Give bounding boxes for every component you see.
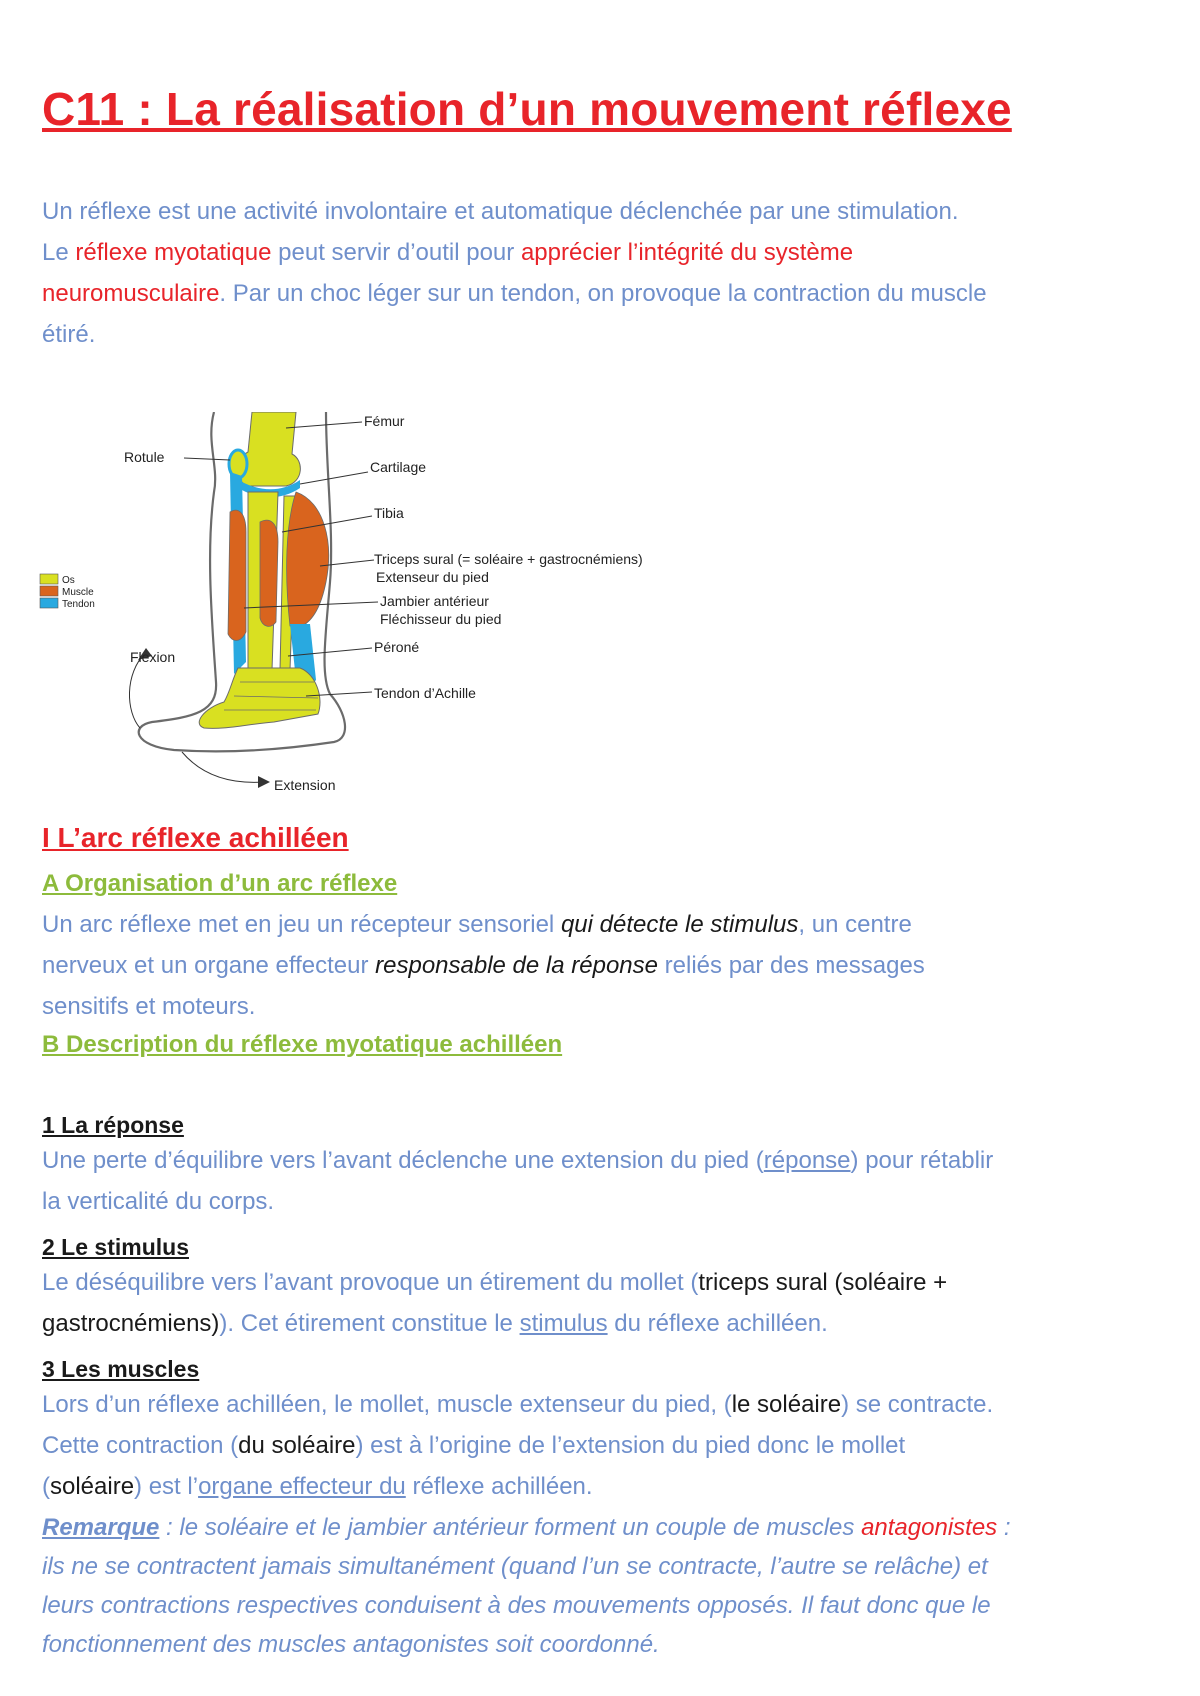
stimulus-text: ). Cet étirement constitue le <box>219 1310 520 1337</box>
legend-label-tendon: Tendon <box>62 599 95 610</box>
arc-reflexe-paragraph <box>42 904 925 1027</box>
label-cartilage: Cartilage <box>370 459 427 475</box>
arc-italic: responsable de la réponse <box>375 952 658 979</box>
arc-line-3: sensitifs et moteurs. <box>42 993 256 1020</box>
reponse-keyword: réponse <box>763 1147 851 1174</box>
intro-highlight: réflexe myotatique <box>75 239 272 266</box>
leg-anatomy-diagram <box>34 412 674 812</box>
label-rotule: Rotule <box>124 449 165 465</box>
muscles-line-3 <box>42 1466 993 1507</box>
label-femur: Fémur <box>364 413 405 429</box>
extension-arrow-line <box>182 752 264 782</box>
intro-text: . Par un choc léger sur un tendon, on provoque la contraction du muscle <box>219 280 987 307</box>
muscles-text: ) se contracte. <box>841 1391 994 1418</box>
intro-line-2 <box>42 232 987 273</box>
arc-text: nerveux et un organe effecteur <box>42 952 376 979</box>
section-1b-heading: B Description du réflexe myotatique achilléen <box>42 1031 563 1058</box>
remarque-line-1 <box>42 1508 1011 1547</box>
muscles-line-1 <box>42 1384 993 1425</box>
reponse-text: Une perte d’équilibre vers l’avant déclenche une extension du pied ( <box>42 1147 764 1174</box>
leader-line <box>286 422 362 428</box>
leader-line <box>300 472 368 484</box>
section-1a-heading: A Organisation d’un arc réflexe <box>42 870 398 897</box>
muscles-heading: 3 Les muscles <box>42 1356 200 1382</box>
remarque-paragraph <box>42 1508 1011 1664</box>
stimulus-paragraph <box>42 1262 947 1344</box>
femur-bone <box>237 412 300 486</box>
muscles-text: Lors d’un réflexe achilléen, le mollet, muscle extenseur du pied, ( <box>42 1391 732 1418</box>
label-extension: Extension <box>274 777 336 793</box>
arc-line-2 <box>42 945 925 986</box>
stimulus-dark-text: gastrocnémiens) <box>42 1310 220 1337</box>
legend-label-os: Os <box>62 575 75 586</box>
muscles-paragraph <box>42 1384 993 1507</box>
intro-line-1: Un réflexe est une activité involontaire et automatique déclenchée par une stimulation. <box>42 198 959 225</box>
label-perone: Péroné <box>374 639 420 655</box>
label-flexion: Flexion <box>130 649 176 665</box>
intro-highlight: neuromusculaire <box>42 280 220 307</box>
reponse-paragraph <box>42 1140 993 1222</box>
reponse-line-2: la verticalité du corps. <box>42 1188 275 1215</box>
muscles-text: ) est l’ <box>134 1473 199 1500</box>
arc-italic: qui détecte le stimulus <box>560 911 799 938</box>
stimulus-line-2 <box>42 1303 947 1344</box>
remarque-label: Remarque <box>42 1514 160 1541</box>
section-1-heading: I L’arc réflexe achilléen <box>42 822 349 853</box>
intro-line-3 <box>42 273 987 314</box>
inner-muscle <box>260 520 278 626</box>
stimulus-text: Le déséquilibre vers l’avant provoque un étirement du mollet ( <box>42 1269 699 1296</box>
arc-line-1 <box>42 904 925 945</box>
extension-arrow-head <box>258 776 270 788</box>
legend-swatch-os <box>40 574 58 584</box>
muscles-text: Cette contraction ( <box>42 1432 239 1459</box>
intro-highlight: apprécier l’intégrité du système <box>520 239 854 266</box>
legend-label-muscle: Muscle <box>62 587 94 598</box>
muscles-text: ( <box>42 1473 50 1500</box>
muscles-text: ) est à l’origine de l’extension du pied donc le mollet <box>355 1432 906 1459</box>
muscles-dark-text: soléaire <box>50 1473 135 1500</box>
stimulus-text: du réflexe achilléen. <box>607 1310 828 1337</box>
legend-swatch-tendon <box>40 598 58 608</box>
leader-line <box>184 458 230 460</box>
remarque-line-3: leurs contractions respectives conduisent à des mouvements opposés. Il faut donc que le <box>42 1592 991 1619</box>
diagram-legend <box>40 574 95 610</box>
muscles-text: réflexe achilléen. <box>405 1473 593 1500</box>
label-tibia: Tibia <box>374 505 404 521</box>
muscles-dark-text: le soléaire <box>731 1391 842 1418</box>
intro-text: peut servir d’outil pour <box>271 239 521 266</box>
reponse-line-1 <box>42 1140 993 1181</box>
label-triceps: Triceps sural (= soléaire + gastrocnémiens) <box>374 551 643 567</box>
remarque-line-2: ils ne se contractent jamais simultanément (quand l’un se contracte, l’autre se relâche) et <box>42 1553 988 1580</box>
label-extenseur: Extenseur du pied <box>376 569 489 585</box>
tibialis-anterior-muscle <box>228 510 246 640</box>
remarque-line-4: fonctionnement des muscles antagonistes soit coordonné. <box>42 1631 660 1658</box>
reponse-text: ) pour rétablir <box>850 1147 994 1174</box>
page-title: C11 : La réalisation d’un mouvement réflexe <box>42 83 1012 135</box>
muscles-line-2 <box>42 1425 993 1466</box>
intro-text: Le <box>42 239 76 266</box>
reponse-heading: 1 La réponse <box>42 1112 184 1138</box>
arc-text: Un arc réflexe met en jeu un récepteur sensoriel <box>42 911 561 938</box>
remarque-text: : le soléaire et le jambier antérieur forment un couple de muscles <box>159 1514 862 1541</box>
muscles-keyword: organe effecteur du <box>198 1473 406 1500</box>
stimulus-keyword: stimulus <box>519 1310 608 1337</box>
intro-line-4: étiré. <box>42 321 96 348</box>
remarque-text: : <box>997 1514 1011 1541</box>
stimulus-line-1 <box>42 1262 947 1303</box>
label-jambier: Jambier antérieur <box>380 593 489 609</box>
remarque-highlight: antagonistes <box>861 1514 998 1541</box>
label-flechisseur: Fléchisseur du pied <box>380 611 502 627</box>
arc-text: reliés par des messages <box>658 952 925 979</box>
intro-paragraph <box>42 191 987 355</box>
foot-bones <box>199 668 320 728</box>
arc-text: , un centre <box>798 911 912 938</box>
label-achille: Tendon d’Achille <box>374 685 476 701</box>
stimulus-heading: 2 Le stimulus <box>42 1234 189 1260</box>
muscles-dark-text: du soléaire <box>238 1432 356 1459</box>
stimulus-dark-text: triceps sural (soléaire + <box>698 1269 948 1296</box>
legend-swatch-muscle <box>40 586 58 596</box>
